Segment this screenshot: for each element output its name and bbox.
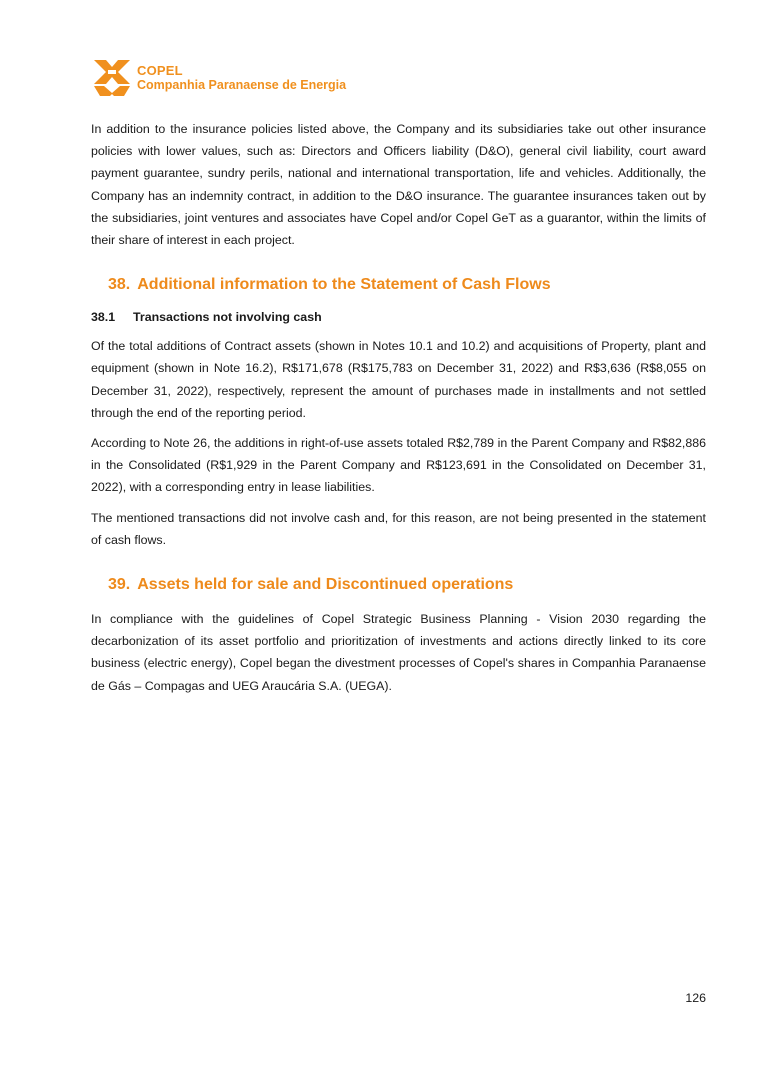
logo-line-1: COPEL — [137, 63, 183, 78]
subsection-38-1-heading — [91, 310, 706, 324]
page-header — [94, 60, 346, 96]
section-38-paragraph: Of the total additions of Contract assets (shown in Notes 10.1 and 10.2) and acquisitions of Property, plant and equipment (shown in Note 16.2), R$171,678 (R$175,783 on December 31, 2022) and R$3,636 (R$8,055 on December 31, 2022), respectively, represent the amount of purchases made in installments and not settled through the end of the reporting period. — [91, 339, 706, 420]
section-38-paragraph: The mentioned transactions did not involve cash and, for this reason, are not being presented in the statement of cash flows. — [91, 510, 706, 547]
section-39-title: Assets held for sale and Discontinued operations — [137, 576, 514, 594]
logo-wordmark — [137, 64, 346, 92]
subsection-38-1-title: Transactions not involving cash — [133, 310, 322, 325]
section-38-number: 38. — [108, 276, 131, 294]
section-39-paragraph: In compliance with the guidelines of Copel Strategic Business Planning - Vision 2030 regarding the decarbonization of its asset portfolio and prioritization of investments and actions directly linked to its core business (electric energy), Copel began the divestment processes of Copel's shares in Companhia Paranaense de Gás – Compagas and UEG Araucária S.A. (UEGA). — [91, 612, 706, 693]
section-38-heading — [91, 276, 706, 294]
logo-line-2: Companhia Paranaense de Energia — [137, 78, 347, 92]
page-content — [91, 118, 706, 705]
section-38-title: Additional information to the Statement of Cash Flows — [137, 276, 551, 294]
page-number: 126 — [685, 991, 706, 1005]
section-38-paragraph: According to Note 26, the additions in right-of-use assets totaled R$2,789 in the Parent Company and R$82,886 in the Consolidated (R$1,929 in the Parent Company and R$123,691 in the Consolidated on December 31, 2022), with a corresponding entry in lease liabilities. — [91, 436, 706, 495]
copel-logo-icon — [94, 60, 130, 96]
section-39-number: 39. — [108, 576, 131, 594]
subsection-38-1-number: 38.1 — [91, 310, 116, 325]
section-39-heading — [91, 576, 706, 594]
intro-paragraph: In addition to the insurance policies listed above, the Company and its subsidiaries take out other insurance policies with lower values, such as: Directors and Officers liability (D&O), general civil liability, court award payment guarantee, sundry perils, national and international transportation, life and vehicles. Additionally, the Company has an indemnity contract, in addition to the D&O insurance. The guarantee insurances taken out by the subsidiaries, joint ventures and associates have Copel and/or Copel GeT as a guarantor, within the limits of their share of interest in each project. — [91, 122, 706, 248]
